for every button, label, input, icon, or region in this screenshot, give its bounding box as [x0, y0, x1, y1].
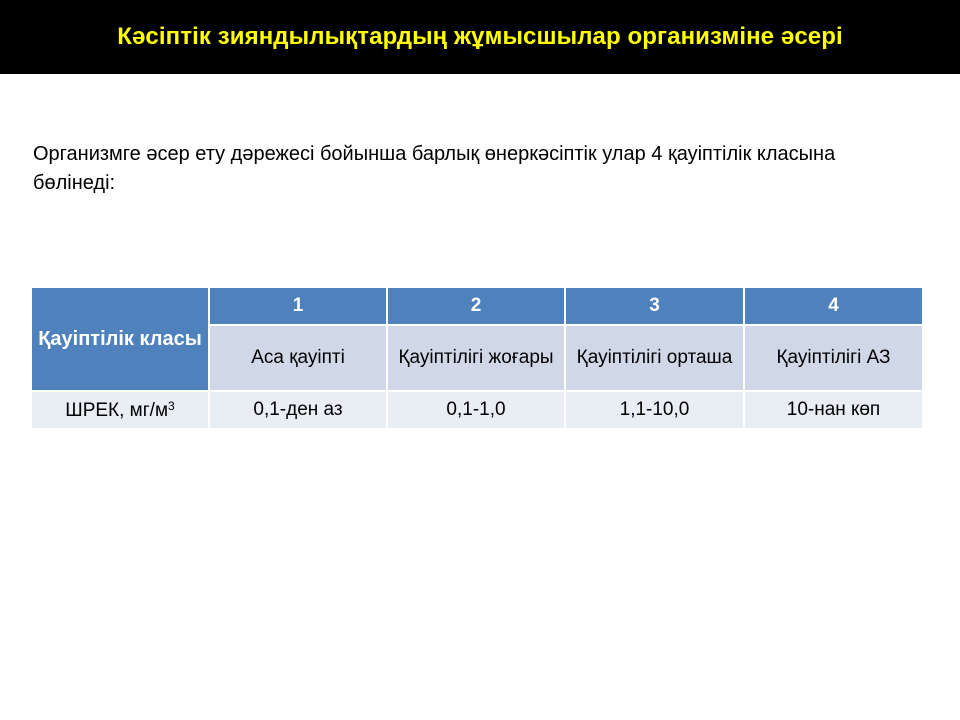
class-number-4: 4	[744, 287, 923, 325]
corner-header-cell: Қауіптілік класы	[31, 287, 209, 391]
table-row-numbers	[31, 287, 923, 325]
class-number-3: 3	[565, 287, 744, 325]
class-number-1: 1	[209, 287, 387, 325]
row-label-cell	[31, 391, 209, 429]
class-value-4: 10-нан көп	[744, 391, 923, 429]
intro-text: Организмге әсер ету дәрежесі бойынша барлық өнеркәсіптік улар 4 қауіптілік класына бөлінеді:	[33, 143, 836, 194]
class-number-2: 2	[387, 287, 565, 325]
class-value-1: 0,1-ден аз	[209, 391, 387, 429]
row-label-superscript: 3	[168, 398, 175, 413]
hazard-class-table	[30, 286, 924, 430]
slide-title: Кәсіптік зияндылықтардың жұмысшылар организміне әсері	[117, 23, 843, 50]
class-name-1: Аса қауіпті	[209, 325, 387, 391]
title-bar	[0, 0, 960, 74]
class-name-2: Қауіптілігі жоғары	[387, 325, 565, 391]
class-name-4: Қауіптілігі АЗ	[744, 325, 923, 391]
class-name-3: Қауіптілігі орташа	[565, 325, 744, 391]
table-row-values	[31, 391, 923, 429]
row-label: ШРЕК, мг/м	[65, 399, 169, 421]
class-value-2: 0,1-1,0	[387, 391, 565, 429]
class-value-3: 1,1-10,0	[565, 391, 744, 429]
